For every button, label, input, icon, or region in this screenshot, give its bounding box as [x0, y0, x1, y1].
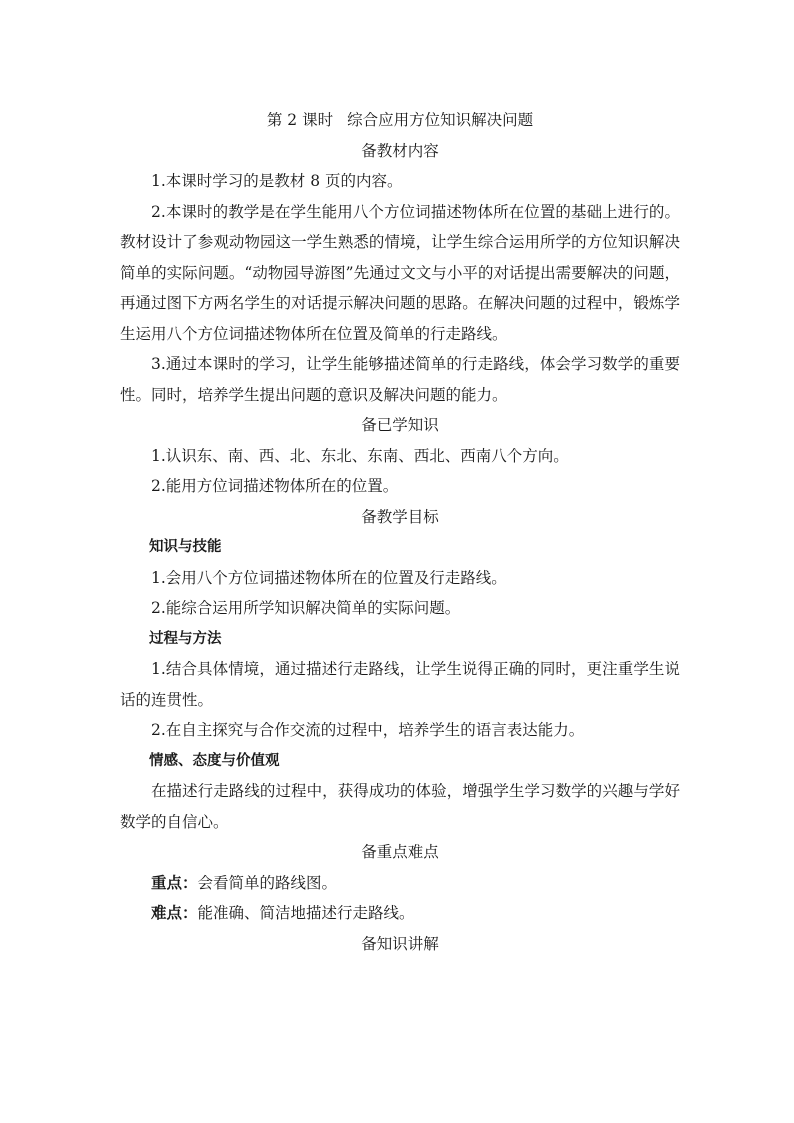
- paragraph: 2.本课时的教学是在学生能用八个方位词描述物体所在位置的基础上进行的。教材设计了参观动物园这一学生熟悉的情境，让学生综合运用所学的方位知识解决简单的实际问题。“动物园导游图”先通过文文与小平的对话提出需要解决的问题，再通过图下方两名学生的对话提示解决问题的思路。在解决问题的过程中，锻炼学生运用八个方位词描述物体所在位置及简单的行走路线。: [120, 202, 680, 343]
- subheading-attitude: 情感、态度与价值观: [149, 752, 280, 769]
- section-heading-prior: 备已学知识: [361, 416, 439, 434]
- section-heading-explain: 备知识讲解: [361, 934, 439, 953]
- lesson-topic: 综合应用方位知识解决问题: [347, 111, 534, 129]
- paragraph: 1.认识东、南、西、北、东北、东南、西北、西南八个方向。: [151, 446, 569, 465]
- key-point-label: 重点：: [151, 873, 198, 892]
- key-point: [120, 868, 680, 899]
- paragraph: 1.会用八个方位词描述物体所在的位置及行走路线。: [151, 568, 507, 587]
- document-page: [120, 105, 680, 959]
- paragraph: 在描述行走路线的过程中，获得成功的体验，增强学生学习数学的兴趣与学好数学的自信心。: [120, 782, 680, 831]
- paragraph: 1.结合具体情境，通过描述行走路线，让学生说得正确的同时，更注重学生说话的连贯性。: [120, 660, 680, 709]
- section-heading-goals: 备教学目标: [361, 507, 439, 526]
- paragraph: 2.在自主探究与合作交流的过程中，培养学生的语言表达能力。: [151, 721, 585, 739]
- section-heading-content: 备教材内容: [361, 141, 439, 160]
- subheading-knowledge: 知识与技能: [149, 539, 222, 555]
- section-heading-keypoints: 备重点难点: [361, 843, 439, 861]
- lesson-number: 第 2 课时: [266, 111, 334, 129]
- paragraph: 1.本课时学习的是教材 8 页的内容。: [151, 172, 403, 190]
- paragraph: 2.能综合运用所学知识解决简单的实际问题。: [151, 599, 461, 617]
- key-point-text: 会看简单的路线图。: [197, 873, 338, 892]
- paragraph: 2.能用方位词描述物体所在的位置。: [151, 477, 399, 495]
- difficult-point: [120, 898, 680, 929]
- difficult-point-label: 难点：: [151, 904, 198, 922]
- lesson-title: [120, 105, 680, 136]
- paragraph: 3.通过本课时的学习，让学生能够描述简单的行走路线，体会学习数学的重要性。同时，培养学生提出问题的意识及解决问题的能力。: [120, 355, 680, 404]
- difficult-point-text: 能准确、简洁地描述行走路线。: [197, 904, 415, 922]
- subheading-process: 过程与方法: [149, 630, 222, 647]
